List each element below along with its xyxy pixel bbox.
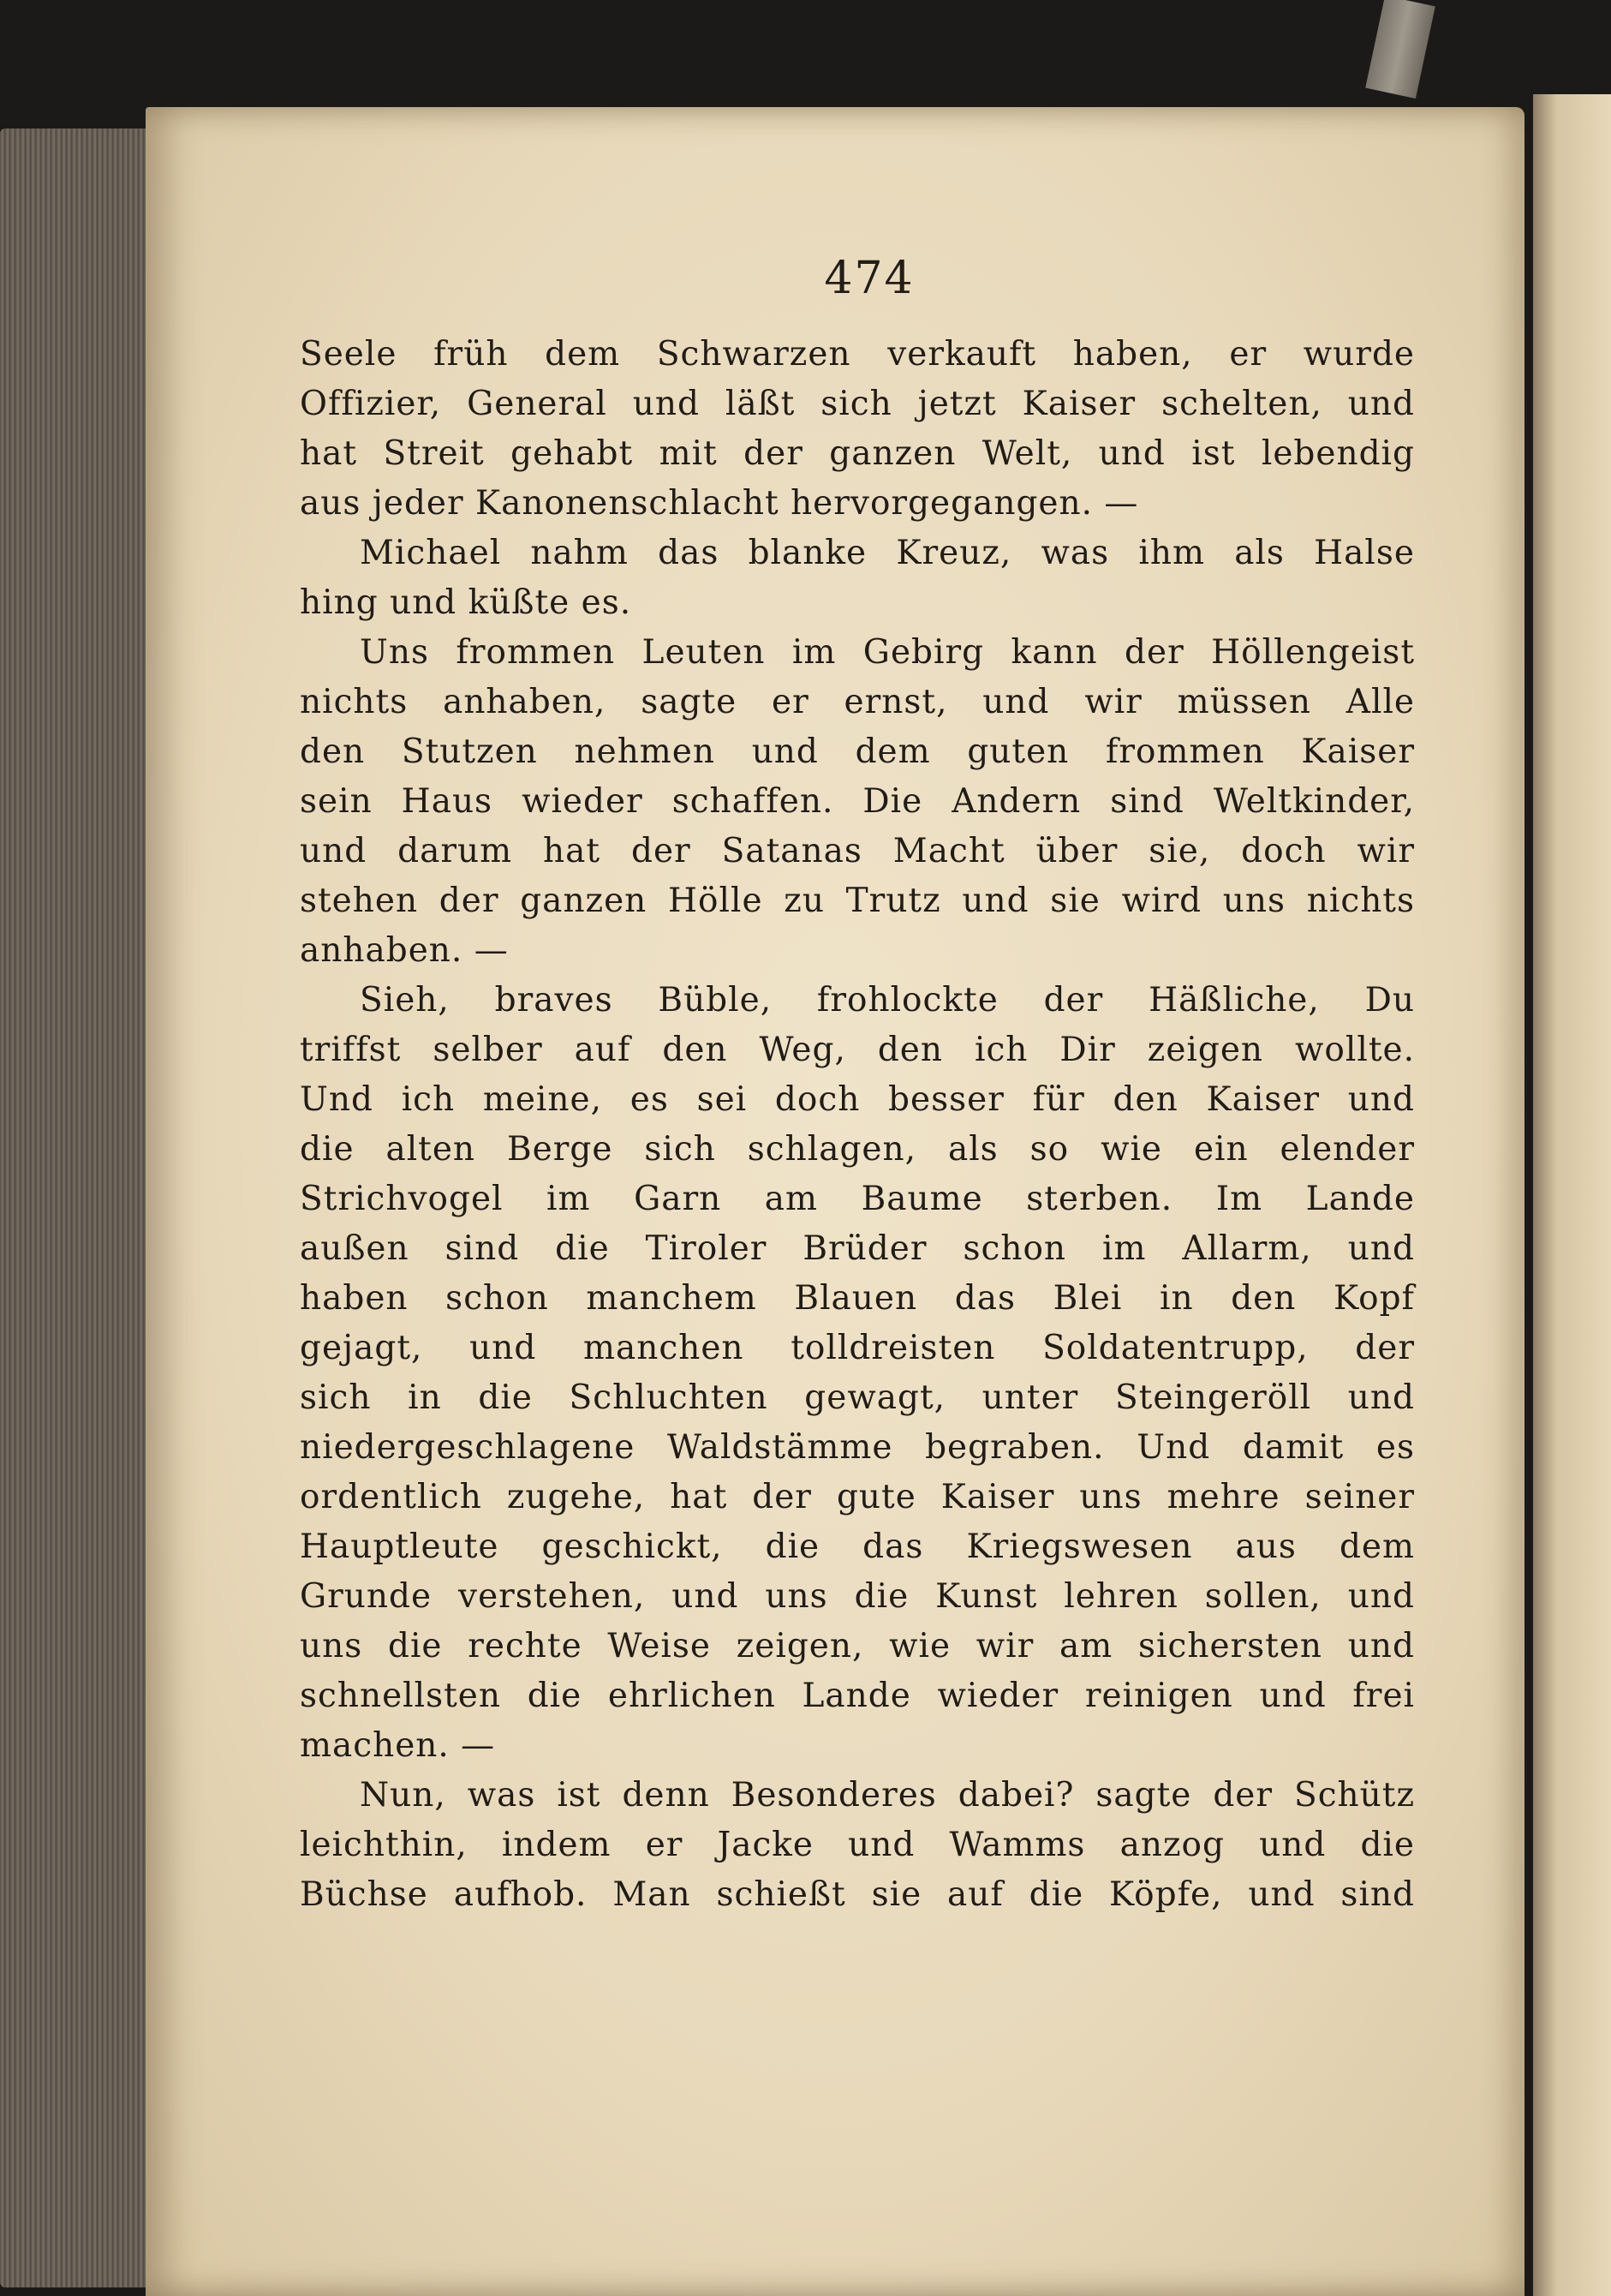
text-line: haben schon manchem Blauen das Blei in den Kopf <box>300 1279 1415 1318</box>
text-line: uns die rechte Weise zeigen, wie wir am sichersten und <box>300 1627 1415 1665</box>
text-line: außen sind die Tiroler Brüder schon im Allarm, und <box>300 1229 1415 1268</box>
text-line: Sieh, braves Büble, frohlockte der Häßliche, Du <box>360 981 1415 1019</box>
text-line: ordentlich zugehe, hat der gute Kaiser uns mehre seiner <box>300 1478 1415 1516</box>
bookmark-ribbon <box>1365 0 1435 99</box>
text-line: Grunde verstehen, und uns die Kunst lehren sollen, und <box>300 1577 1415 1616</box>
text-line: gejagt, und manchen tolldreisten Soldatentrupp, der <box>300 1329 1415 1367</box>
text-line: hing und küßte es. <box>300 583 632 622</box>
text-line: Uns frommen Leuten im Gebirg kann der Höllengeist <box>360 633 1415 672</box>
text-line: schnellsten die ehrlichen Lande wieder reinigen und frei <box>300 1677 1415 1715</box>
page-number: 474 <box>824 253 915 304</box>
text-line: Offizier, General und läßt sich jetzt Kaiser schelten, und <box>300 385 1415 423</box>
text-line: Seele früh dem Schwarzen verkauft haben, er wurde <box>300 335 1415 374</box>
text-line: aus jeder Kanonenschlacht hervorgegangen. — <box>300 484 1139 523</box>
text-line: sich in die Schluchten gewagt, unter Steingeröll und <box>300 1378 1415 1417</box>
text-line: den Stutzen nehmen und dem guten frommen Kaiser <box>300 732 1415 771</box>
text-line: sein Haus wieder schaffen. Die Andern sind Weltkinder, <box>300 782 1415 821</box>
text-line: hat Streit gehabt mit der ganzen Welt, und ist lebendig <box>300 434 1415 473</box>
text-line: Hauptleute geschickt, die das Kriegswesen aus dem <box>300 1528 1415 1566</box>
text-line: triffst selber auf den Weg, den ich Dir zeigen wollte. <box>300 1031 1415 1069</box>
text-line: Und ich meine, es sei doch besser für den Kaiser und <box>300 1080 1415 1119</box>
text-line: anhaben. — <box>300 931 509 970</box>
text-line: Nun, was ist denn Besonderes dabei? sagte der Schütz <box>360 1776 1415 1815</box>
text-line: niedergeschlagene Waldstämme begraben. Und damit es <box>300 1428 1415 1467</box>
text-line: Michael nahm das blanke Kreuz, was ihm als Halse <box>360 534 1415 572</box>
text-line: stehen der ganzen Hölle zu Trutz und sie wird uns nichts <box>300 882 1415 920</box>
text-line: Büchse aufhob. Man schießt sie auf die Köpfe, und sind <box>300 1875 1415 1914</box>
text-line: und darum hat der Satanas Macht über sie, doch wir <box>300 832 1415 870</box>
facing-page-edge <box>1533 94 1611 2296</box>
body-text <box>300 330 1415 1920</box>
text-line: leichthin, indem er Jacke und Wamms anzog und die <box>300 1826 1415 1864</box>
text-line: Strichvogel im Garn am Baume sterben. Im Lande <box>300 1180 1415 1218</box>
text-line: machen. — <box>300 1726 496 1765</box>
text-line: nichts anhaben, sagte er ernst, und wir müssen Alle <box>300 683 1415 721</box>
text-line: die alten Berge sich schlagen, als so wie ein elender <box>300 1130 1415 1169</box>
